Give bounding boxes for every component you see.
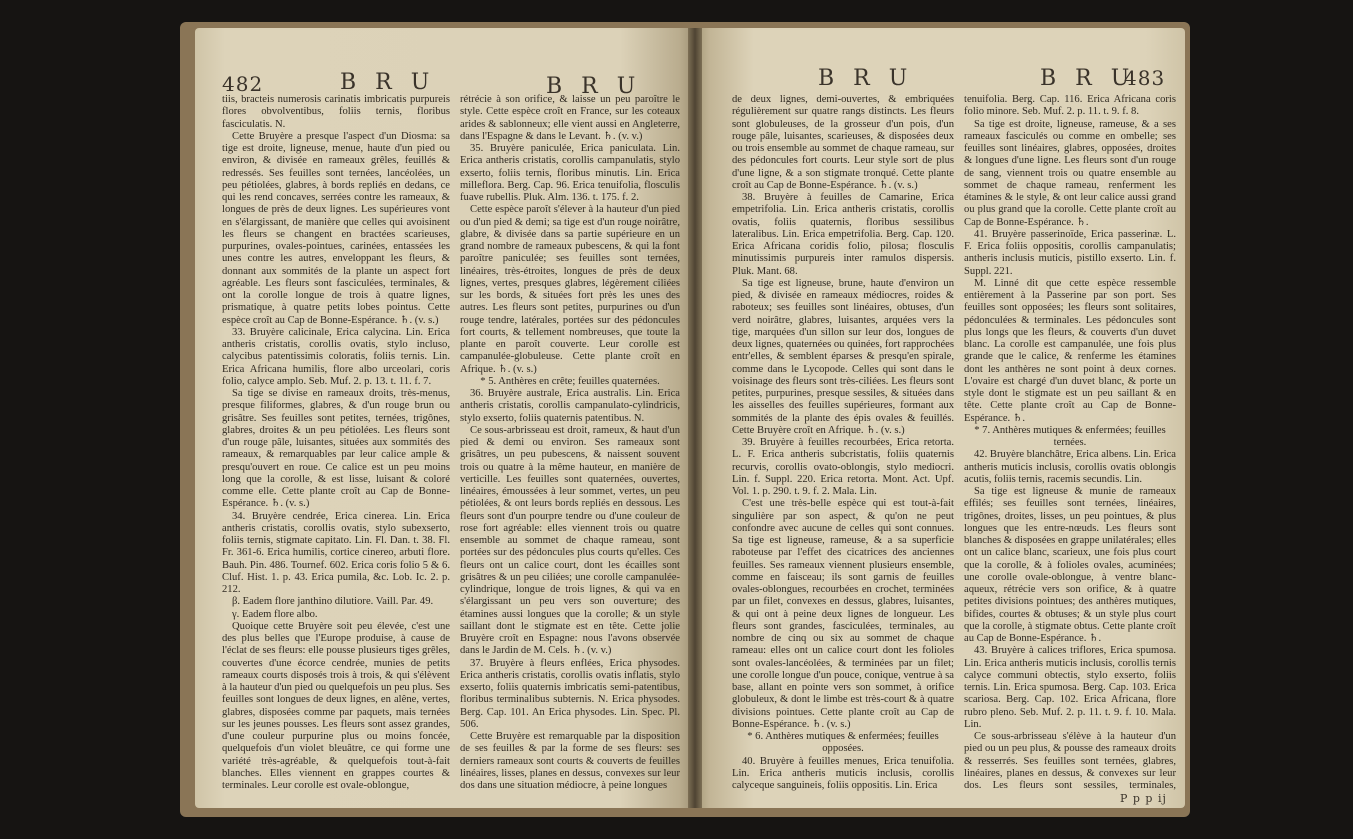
left-page-column-1 xyxy=(222,94,450,806)
paragraph: tenuifolia. Berg. Cap. 116. Erica Africana coris folio minore. Seb. Muf. 2. p. 11. t. 9. f. 8. xyxy=(964,94,1176,118)
paragraph: 39. Bruyère à feuilles recourbées, Erica retorta. L. F. Erica antheris subcristatis, foliis quaternis recurvis, corollis ovato-oblongis, stylo mediocri. Lin. f. Suppl. 220. Erica retorta. Mont. Act. Upf. Vol. 1. p. 290. t. 9. f. 2. Mala. Lin. xyxy=(732,437,954,497)
paragraph: rétrécie à son orifice, & laisse un peu paroître le style. Cette espèce croît en France, sur les coteaux arides & sablonneux; elle vient aussi en Angleterre, dans l'Espagne & dans le Levant. ♄. (v. v.) xyxy=(460,94,680,142)
paragraph: Quoique cette Bruyère soit peu élevée, c'est une des plus belles que l'Europe produise, à cause de l'éclat de ses fleurs: elle pousse plusieurs tiges grêles, couvertes d'une écorce cendrée, munies de petits rameaux courts disposés trois à trois, & qui s'élèvent à la hauteur d'un pied ou quelquefois un peu plus. Ses feuilles sont longues de deux lignes, en alêne, vertes, glabres, disposées comme par paquets, mais ternées sur les jeunes pousses. Les fleurs sont assez grandes, d'une couleur purpurine plus ou moins foncée, quelquefois d'un violet bleuâtre, ce qui forme une variété très-agréable, & quelquefois tout-à-fait blanches. Elles viennent en grappes courtes & terminales. Leur corolle est ovale-oblongue, xyxy=(222,620,450,791)
book-gutter xyxy=(688,28,702,808)
paragraph: 36. Bruyère australe, Erica australis. Lin. Erica antheris cristatis, corollis campanulato-cylindricis, stylo exserto, foliis quaternis patentibus. N. xyxy=(460,388,680,424)
left-page-column-2 xyxy=(460,94,680,806)
paragraph: 41. Bruyère passerinoïde, Erica passerinæ. L. F. Erica foliis oppositis, corollis campanulatis; antheris inclusis muticis, pistillo exserto. Lin. f. Suppl. 221. xyxy=(964,228,1176,277)
right-page-column-1 xyxy=(732,94,954,806)
page-signature: P p p ij xyxy=(1120,792,1167,805)
page-number-right: 483 xyxy=(1124,66,1166,90)
running-head-right-b: B R U xyxy=(1040,66,1136,91)
paragraph: * 5. Anthères en crête; feuilles quaternées. xyxy=(480,375,660,387)
paragraph: C'est une très-belle espèce qui est tout-à-fait singulière par son aspect, & qu'on ne peut confondre avec aucune de celles qui sont connues. Sa tige est ligneuse, rameuse, & a sa superficie raboteuse par l'effet des cicatrices des anciennes feuilles. Ses rameaux viennent plusieurs ensemble, comme en faisceau; ils sont garnis de feuilles ovales-oblongues, recourbées en crochet, terminées par un filet, convexes en dessus, glabres, luisantes, & qui ont à peine deux lignes de longueur. Les fleurs sont grandes, fasciculées, terminales, au nombre de cinq ou six au sommet de chaque rameau: elles ont un calice court dont les folioles sont ovales-lancéolées, & terminées par un filet; une corolle longue d'un pouce, conique, ventrue à sa base, allant en pointe vers son sommet, à orifice globuleux, & dont le limbe est très-court & à quatre divisions pointues. Cette plante croît au Cap de Bonne-Espérance. ♄. (v. s.) xyxy=(732,498,954,730)
paragraph: 34. Bruyère cendrée, Erica cinerea. Lin. Erica antheris cristatis, corollis ovatis, stylo subexserto, foliis ternis, stigmate capitato. Lin. Fl. Dan. t. 38. Fl. Fr. 361-6. Erica humilis, cortice cinereo, arbuti flore. Bauh. Pin. 486. Tournef. 602. Erica coris folio 5 & 6. Cluf. Hist. 1. p. 43. Erica pumila, &c. Lob. Ic. 2. p. 212. xyxy=(222,510,450,595)
paragraph: 42. Bruyère blanchâtre, Erica albens. Lin. Erica antheris muticis inclusis, corollis ovatis oblongis acutis, foliis ternis, racemis secundis. Lin. xyxy=(964,449,1176,485)
paragraph: 43. Bruyère à calices triflores, Erica spumosa. Lin. Erica antheris muticis inclusis, corollis ternis calyce communi obtectis, stylo exserto, foliis ternis. Lin. Erica spumosa. Berg. Cap. 103. Erica scariosa. Berg. Cap. 102. Erica Africana, flore rubro pleno. Seb. Muf. 2. p. 11. t. 9. f. 10. Mala. Lin. xyxy=(964,645,1176,730)
paragraph: Cette espèce paroît s'élever à la hauteur d'un pied ou d'un pied & demi; sa tige est d'un rouge noirâtre, glabre, & divisée dans sa partie supérieure en un grand nombre de rameaux pubescens, & qui la font paroître paniculée; ses feuilles sont ternées, linéaires, très-étroites, longues de près de deux lignes, vertes, presques glabres, légèrement ciliées sur les bords, & situées fort près les unes des autres. Les fleurs sont petites, purpurines ou d'un rouge tendre, latérales, portées sur des pédoncules fort courts, & tellement nombreuses, que toute la plante en paroît couverte. Leur corolle est campanulée-globuleuse. Cette plante croît en Afrique. ♄. (v. s.) xyxy=(460,204,680,375)
paragraph: tiis, bracteis numerosis carinatis imbricatis purpureis flores obvolventibus, foliis ternis, floribus fasciculatis. N. xyxy=(222,94,450,130)
paragraph: Cette Bruyère a presque l'aspect d'un Diosma: sa tige est droite, ligneuse, menue, haute d'un pied ou environ, & divisée en rameaux grêles, feuillés & redressés. Ses feuilles sont ternées, lancéolées, un peu pétiolées, glabres, à bords repliés en dedans, ce qui les rend concaves, serrées contre les rameaux, & longues de près de deux lignes. Les supérieures vont en s'élargissant, de manière que celles qui avoisinent les fleurs se changent en bractées scarieuses, purpurines, ovales-pointues, carinées, entassées les unes contre les autres, enveloppant les fleurs, & donnant aux sommités de la plante un aspect fort agréable. Les fleurs sont fasciculées, terminales, & ont la corolle longue de trois à quatre lignes, prismatique, à quatre petits lobes pointus. Cette espèce croît au Cap de Bonne-Espérance. ♄. (v. s.) xyxy=(222,130,450,326)
paragraph: de deux lignes, demi-ouvertes, & embriquées régulièrement sur quatre rangs distincts. Les fleurs sont globuleuses, de la grosseur d'un pois, d'un rouge pâle, luisantes, scarieuses, & disposées deux ou trois ensemble au sommet de chaque rameau, sur des pédoncules fort courts. Leur style sort de plus d'une ligne, & a son stigmate tronqué. Cette plante croît au Cap de Bonne-Espérance. ♄. (v. s.) xyxy=(732,94,954,191)
paragraph: 38. Bruyère à feuilles de Camarine, Erica empetrifolia. Lin. Erica antheris cristatis, corollis ovatis, foliis quaternis, floribus sessilibus lateralibus. Lin. Erica empetrifolia. Berg. Cap. 120. Erica Africana coridis folio, pilosa; flosculis minutissimis purpureis inter ramulos dispersis. Pluk. Mant. 68. xyxy=(732,192,954,277)
paragraph: 33. Bruyère calicinale, Erica calycina. Lin. Erica antheris cristatis, corollis ovatis, stylo incluso, calycibus patentissimis coloratis, foliis ternis. Lin. Erica Africana humilis, flore albo urceolari, coris folio, calyce amplo. Seb. Muf. 2. p. 13. t. 11. f. 7. xyxy=(222,326,450,387)
paragraph: Sa tige est ligneuse & munie de rameaux effilés; ses feuilles sont ternées, linéaires, trigônes, droites, lisses, un peu pointues, & plus longues que les entre-nœuds. Les fleurs sont blanches & disposées en grappe unilatérales; elles ont un calice blanc, scarieux, une fois plus court que la corolle, & à folioles ovales, acuminées; une corolle ovale-oblongue, à ventre blanc-aqueux, rétrécie vers son orifice, & à quatre petites divisions pointues; des anthères mutiques, bifides, courtes & obtuses; & un style plus court que la corolle, à stigmate obtus. Cette plante croît au Cap de Bonne-Espérance. ♄. xyxy=(964,486,1176,644)
paragraph: β. Eadem flore janthino dilutiore. Vaill. Par. 49. xyxy=(232,596,434,608)
paragraph: Ce sous-arbrisseau est droit, rameux, & haut d'un pied & demi ou environ. Ses rameaux sont grisâtres, un peu pubescens, & naissent souvent trois ou quatre à la même hauteur, en manière de verticille. Les feuilles sont quaternées, ouvertes, linéaires, émoussées à leur sommet, vertes, un peu pétiolées, & ont leurs bords repliés en dessous. Les fleurs sont d'un pourpre tendre ou d'une couleur de rose fort agréable: elles viennent trois ou quatre ensemble au sommet de chaque rameau, sont portées sur des pédoncules plus courts qu'elles. Ces fleurs ont un calice court, dont les écailles sont grisâtres & un peu ciliées; une corolle campanulée-cylindrique, longue de trois lignes, & qui va en s'élargissant un peu vers son ouverture; des étamines aussi longues que la corolle; & un style saillant dont le stigmate est en tête. Cette jolie Bruyère croît en Espagne: nous l'avons observée dans le Jardin de M. Cels. ♄. (v. v.) xyxy=(460,424,680,657)
paragraph: * 6. Anthères mutiques & enfermées; feuilles opposées. xyxy=(747,731,939,755)
paragraph: Cette Bruyère est remarquable par la disposition de ses feuilles & par la forme de ses fleurs: ses derniers rameaux sont courts & couverts de feuilles linéaires, lisses, planes en dessus, convexes sur leur dos dans une situation médiocre, à peine longues xyxy=(460,731,680,791)
paragraph: M. Linné dit que cette espèce ressemble entièrement à la Passerine par son port. Ses feuilles sont opposées; les fleurs sont solitaires, pédonculées & terminales. Les pédoncules sont plus longs que les fleurs, & couverts d'un duvet blanc. La corolle est campanulée, une fois plus grande que le calice, & renferme les étamines dont les anthères ne sont point à deux cornes. L'ovaire est chargé d'un duvet blanc, & porte un style dont le stigmate est un peu saillant & en tête. Cette plante croît au Cap de Bonne-Espérance. ♄. xyxy=(964,277,1176,424)
paragraph: Sa tige est droite, ligneuse, rameuse, & a ses rameaux fasciculés ou comme en ombelle; ses feuilles sont linéaires, glabres, opposées, droites & longues d'une ligne. Les fleurs sont d'un rouge de sang, viennent trois ou quatre ensemble au sommet de chaque rameau, renferment les étamines & le style, & ont leur calice aussi grand ou plus grand que la corolle. Cette plante croît au Cap de Bonne-Espérance. ♄. xyxy=(964,118,1176,228)
right-page-column-2 xyxy=(964,94,1176,790)
paragraph: 35. Bruyère paniculée, Erica paniculata. Lin. Erica antheris cristatis, corollis campanulatis, stylo exserto, foliis ternis, floribus minutis. Lin. Erica milleflora. Berg. Cap. 96. Erica tenuifolia, flosculis fuave rubellis. Pluk. Alm. 136. t. 175. f. 2. xyxy=(460,143,680,203)
paragraph: 40. Bruyère à feuilles menues, Erica tenuifolia. Lin. Erica antheris muticis inclusis, corollis calyceque sanguineis, foliis oppositis. Lin. Erica xyxy=(732,755,954,791)
paragraph: γ. Eadem flore albo. xyxy=(232,608,318,620)
paragraph: Sa tige est ligneuse, brune, haute d'environ un pied, & divisée en rameaux médiocres, roides & raboteux; ses feuilles sont linéaires, obtuses, d'un verd noirâtre, glabres, luisantes, arquées vers la tige, marquées d'un sillon sur leur dos, longues de deux lignes, quaternées ou quinées, fort rapprochées entr'elles, & semblent éparses & presqu'en spirale, comme dans le Lycopode. Celles qui sont dans le voisinage des fleurs sont très-ciliées. Les fleurs sont petites, purpurines, presque sessiles, & situées dans les aisselles des feuilles supérieures, formant aux sommités de la plante des épis ovales & feuillés. Cette Bruyère croît en Afrique. ♄. (v. s.) xyxy=(732,277,954,436)
paragraph: Sa tige se divise en rameaux droits, très-menus, presque filiformes, glabres, & d'un rouge brun ou grisâtre. Ses feuilles sont petites, ternées, trigônes, glabres, droites & un peu pétiolées. Les fleurs sont d'un rouge pâle, luisantes, situées aux sommités des rameaux, & remarquables par leur calice ample & presqu'ouvert en roue. Ce calice est un peu moins long que la corolle, & est lisse, luisant & coloré comme elle. Cette plante croît au Cap de Bonne-Espérance. ♄. (v. s.) xyxy=(222,388,450,510)
running-head-right-a: B R U xyxy=(818,66,914,91)
running-head-left-b: B R U xyxy=(546,74,642,99)
paragraph: * 7. Anthères mutiques & enfermées; feuilles ternées. xyxy=(974,424,1166,448)
paragraph: Ce sous-arbrisseau s'élève à la hauteur d'un pied ou un peu plus, & pousse des rameaux droits & resserrés. Ses feuilles sont ternées, glabres, linéaires, planes en dessus, & convexes sur leur dos. Les fleurs sont sessiles, terminales, xyxy=(964,731,1176,790)
running-head-left-a: B R U xyxy=(340,70,436,95)
page-number-left: 482 xyxy=(222,72,264,96)
paragraph: 37. Bruyère à fleurs enflées, Erica physodes. Erica antheris cristatis, corollis ovatis inflatis, stylo exserto, foliis quaternis imbricatis semi-patentibus, floribus terminalibus subternis. N. Erica physodes. Berg. Cap. 101. An Erica physodes. Lin. Spec. Pl. 506. xyxy=(460,657,680,730)
